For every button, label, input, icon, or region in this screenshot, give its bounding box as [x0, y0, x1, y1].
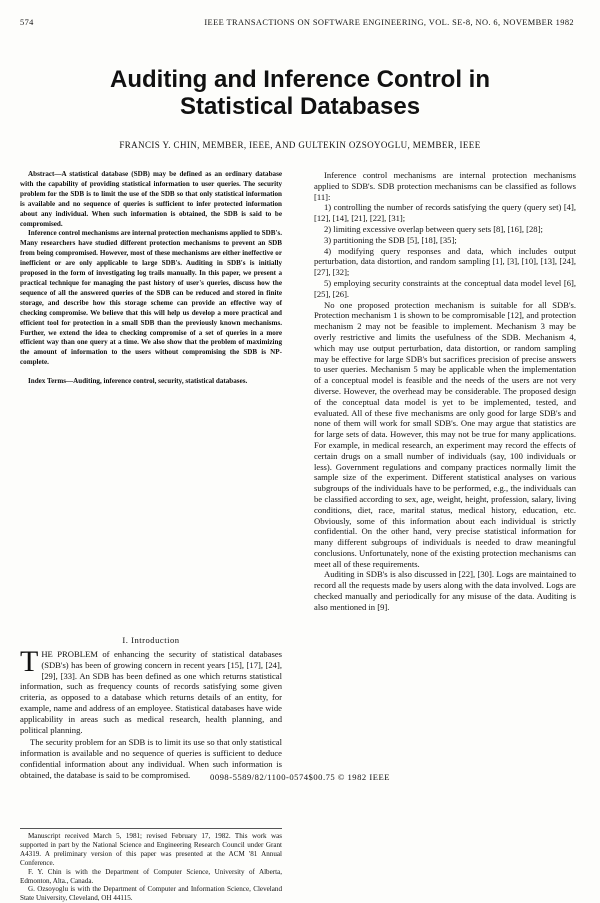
page-number: 574	[20, 18, 34, 27]
abstract-paragraph: Inference control mechanisms are internal protection mechanisms applied to SDB's. Many researchers have studied different protection mechanisms to prevent an SDB from being compromised. However, most of these mechanisms are either ineffective or inefficient or are only applicable to large SDB's. Auditing in SDB's is initially proposed in the form of investigating log trails manually. In this paper, we present a practical technique for managing the past history of user's queries, discuss how the sequence of all the answered queries of the SDB can be reduced and stored in finite storage, and describe how this storage scheme can provide an effective way of checking compromise. We believe that this will help us develop a more practical and efficient tool for protection in a small SDB than the previously known mechanisms. Further, we extend the idea to checking compromise of a set of queries in a more efficient way than one query at a time. We also show that the problem of maximizing the amount of information to the users without compromising the SDB is NP-complete.	[20, 229, 282, 367]
section-heading: I. Introduction	[122, 635, 180, 645]
list-item: 2) limiting excessive overlap between query sets [8], [16], [28];	[324, 223, 543, 234]
paper-authors: FRANCIS Y. CHIN, MEMBER, IEEE, AND GULTEKIN OZSOYOGLU, MEMBER, IEEE	[119, 140, 481, 150]
footnote: G. Ozsoyoglu is with the Department of Computer and Information Science, Cleveland State University, Cleveland, OH 44115.	[20, 885, 282, 903]
footnote: Manuscript received March 5, 1981; revised February 17, 1982. This work was supported in part by the National Science and Engineering Research Council under Grant A4319. A preliminary version of this paper was presented at the ACM '81 Annual Conference.	[20, 832, 282, 867]
introduction-text	[20, 645, 282, 783]
right-column	[314, 170, 576, 613]
copyright-line: 0098-5589/82/1100-0574$00.75 © 1982 IEEE	[210, 772, 390, 782]
index-terms: Index Terms—Auditing, inference control, security, statistical databases.	[28, 377, 248, 386]
body-paragraph: Auditing in SDB's is also discussed in [22], [30]. Logs are maintained to record all the requests made by users along with the data involved. Logs are checked manually and periodically for any misuse of the data. Auditing is also mentioned in [9].	[314, 569, 576, 612]
abstract-paragraph: Abstract—A statistical database (SDB) may be defined as an ordinary database with the capability of providing statistical information to user queries. The security problem for the SDB is to limit the use of the SDB so that only statistical information is available and no sequence of queries is sufficient to infer protected information about any individual. When such information is obtained, the SDB is said to be compromised.	[20, 170, 282, 228]
intro-paragraph: HE PROBLEM of enhancing the security of statistical databases (SDB's) has been of growing concern in recent years [15], [17], [24], [29], [33]. An SDB has been defined as one which returns statistical information, such as frequency counts of records satisfying some given criteria, as opposed to a database which returns details of an entity, for example, name and address of an employee. Statistical databases have wide applicability in areas such as medical research, health planning, and political planning.	[20, 649, 282, 735]
intro-paragraph: The security problem for an SDB is to limit its use so that only statistical information is available and no sequence of queries is sufficient to deduce confidential information about any individual. When such information is obtained, the database is said to be compromised.	[20, 737, 282, 780]
body-paragraph: No one proposed protection mechanism is suitable for all SDB's. Protection mechanism 1 is shown to be compromisable [12], and protection mechanism 2 may not be feasible to implement. Mechanism 3 may be overly restrictive and limits the usefulness of the SDB. Mechanism 4, which may use output perturbation, data distortion, or random sampling may be effective for large SDB's but sacrifices precision of precise answers to user queries. Mechanism 5 may be applicable when the implementation of a conceptual model is feasible and the needs of the users are not very diverse. However, the overhead may be considerable. The proposed design of the conceptual data model is yet to be implemented, tested, and evaluated. All of these five mechanisms are only good for large SDB's and none of them will work for small SDB's. One may argue that statistics are for large sets of data. However, this may not be true for many applications. For example, in medical research, an experiment may record the effects of certain drugs on a small number of individuals (say, 100 individuals or less). Government regulations and company practices normally limit the sample size of the experiment. Different statistical analyses on various subgroups of the individuals have to be performed, e.g., the individuals can be classified according to sex, age, weight, height, profession, salary, living conditions, diet, race, marital status, medical history, education, etc. Obviously, some of this information about each individual is strictly confidential. On the other hand, very precise statistical information for many different subgroups of individuals is needed to draw meaningful conclusions. Unfortunately, none of the existing protection mechanisms can meet all of these requirements.	[314, 299, 576, 569]
footnotes	[20, 828, 282, 903]
running-header	[20, 18, 574, 32]
list-item: 5) employing security constraints at the conceptual data model level [6], [25], [26].	[314, 277, 576, 299]
left-column	[20, 170, 282, 903]
footnote: F. Y. Chin is with the Department of Computer Science, University of Alberta, Edmonton, Alta., Canada.	[20, 867, 282, 885]
list-item: 3) partitioning the SDB [5], [18], [35];	[324, 234, 457, 245]
journal-name: IEEE TRANSACTIONS ON SOFTWARE ENGINEERING, VOL. SE-8, NO. 6, NOVEMBER 1982	[204, 18, 574, 27]
body-paragraph: Inference control mechanisms are internal protection mechanisms applied to SDB's. SDB protection mechanisms can be classified as follows [11]:	[314, 170, 576, 202]
list-item: 4) modifying query responses and data, which includes output perturbation, data distortion, and random sampling [1], [3], [10], [13], [24], [27], [32];	[314, 245, 576, 278]
drop-cap: T	[20, 645, 39, 678]
list-item: 1) controlling the number of records satisfying the query (query set) [4], [12], [14], [21], [22], [31];	[314, 202, 576, 224]
paper-title: Auditing and Inference Control in Statistical Databases	[110, 66, 490, 120]
